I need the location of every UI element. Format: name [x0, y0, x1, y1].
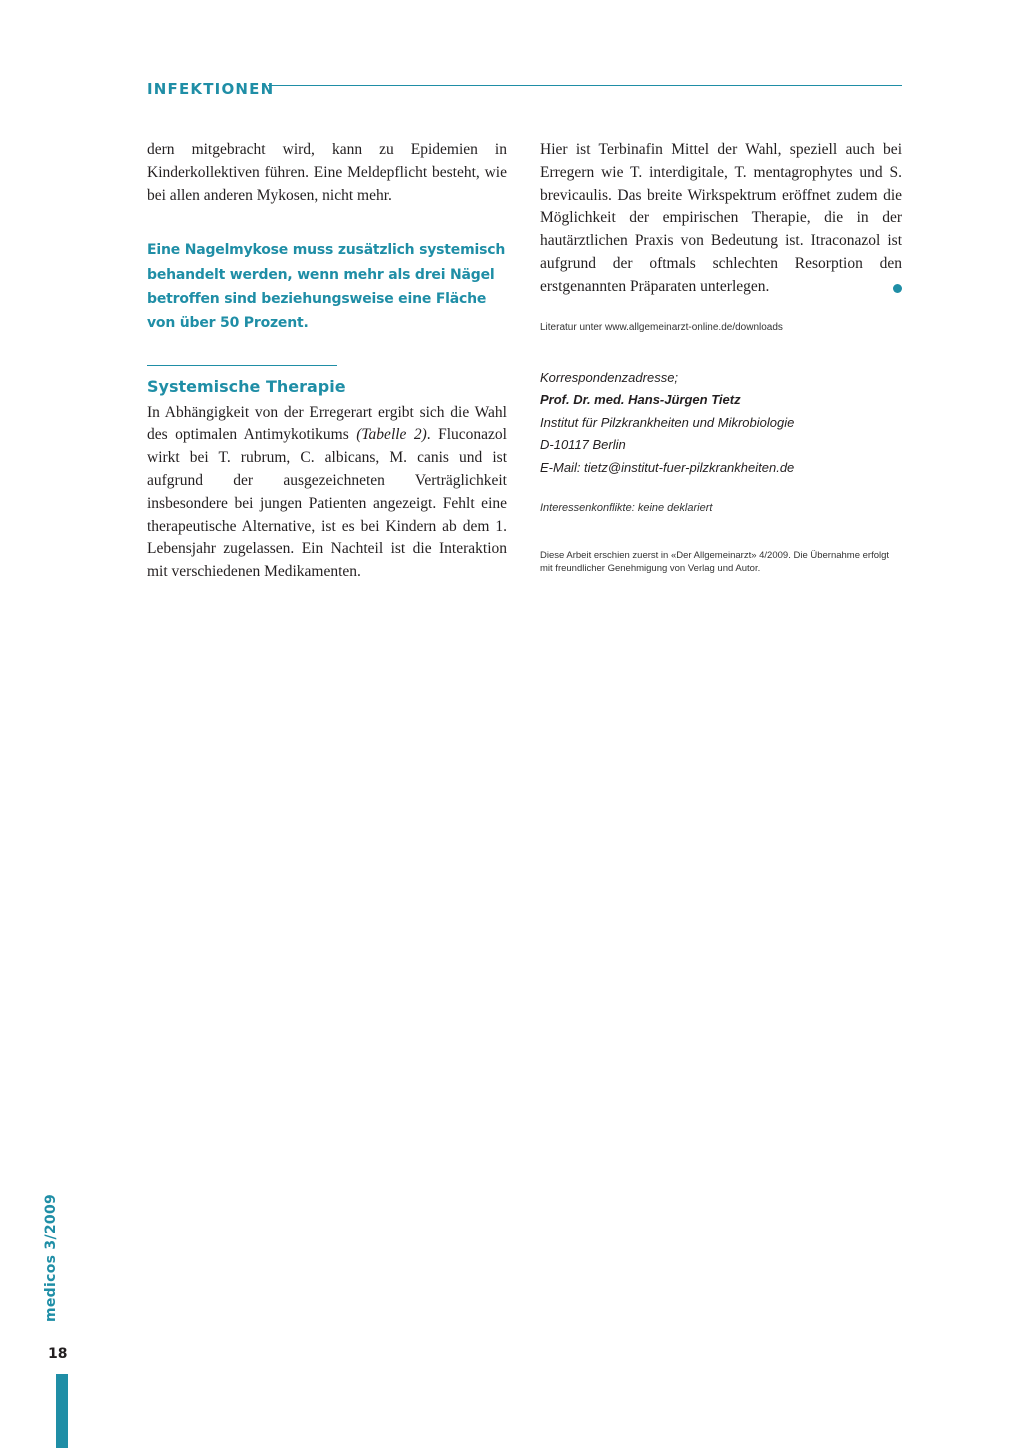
subheading: Systemische Therapie [147, 376, 346, 396]
author-institute: Institut für Pilzkrankheiten und Mikrobiologie [540, 414, 795, 430]
paragraph-2-rest: . Fluconazol wirkt bei T. rubrum, C. albicans, M. canis und ist aufgrund der ausgezeichneten Verträglichkeit insbesondere bei jungen Patienten angezeigt. Fehlt eine therapeutische Alternative, ist es bei Kindern ab dem 1. Lebensjahr zugelassen. Ein Nachteil ist die Interaktion mit verschiedenen Medikamenten. [147, 426, 507, 581]
right-column [540, 139, 902, 575]
author-email: E-Mail: tietz@institut-fuer-pilzkrankheiten.de [540, 459, 795, 475]
correspondence-address [540, 367, 902, 480]
author-name: Prof. Dr. med. Hans-Jürgen Tietz [540, 392, 741, 408]
literature-note: Literatur unter www.allgemeinarzt-online.de/downloads [540, 321, 783, 333]
journal-issue-label: medicos 3/2009 [43, 1193, 59, 1322]
address-label: Korrespondenzadresse; [540, 369, 679, 385]
section-label: INFEKTIONEN [147, 80, 275, 98]
left-paragraph-2 [147, 402, 507, 584]
paragraph-2-start: In Abhängigkeit von der Erregerart ergibt sich die Wahl des optimalen Antimykotikums [147, 403, 507, 444]
right-paragraph-text: Hier ist Terbinafin Mittel der Wahl, speziell auch bei Erregern wie T. interdigitale, T. mentagrophytes und S. brevicaulis. Das breite Wirkspektrum eröffnet zudem die Möglichkeit der empirischen Therapie, die in der hautärztlichen Praxis von Bedeutung ist. Itraconazol ist aufgrund der oftmals schlechten Resorption den erstgenannten Präparaten unterlegen. [540, 141, 902, 295]
table-reference: (Tabelle 2) [356, 426, 427, 444]
page-number: 18 [48, 1346, 68, 1362]
author-city: D-10117 Berlin [540, 437, 626, 453]
header-rule [268, 85, 902, 86]
left-paragraph-1: dern mitgebracht wird, kann zu Epidemien in Kinderkollektiven führen. Eine Meldepflicht besteht, wie bei allen anderen Mykosen, nicht mehr. [147, 141, 507, 204]
right-paragraph [540, 139, 902, 299]
subheading-rule [147, 365, 337, 366]
highlight-callout: Eine Nagelmykose muss zusätzlich systemisch behandelt werden, wenn mehr als drei Nägel betroffen sind beziehungsweise eine Fläche von über 50 Prozent. [147, 242, 506, 332]
page-accent-bar [56, 1374, 68, 1448]
publication-note: Diese Arbeit erschien zuerst in «Der Allgemeinarzt» 4/2009. Die Übernahme erfolgt mit freundlicher Genehmigung von Verlag und Autor. [540, 550, 890, 575]
left-column [147, 139, 507, 584]
end-mark-dot-icon [893, 284, 902, 293]
conflicts-of-interest: Interessenkonflikte: keine deklariert [540, 502, 713, 515]
